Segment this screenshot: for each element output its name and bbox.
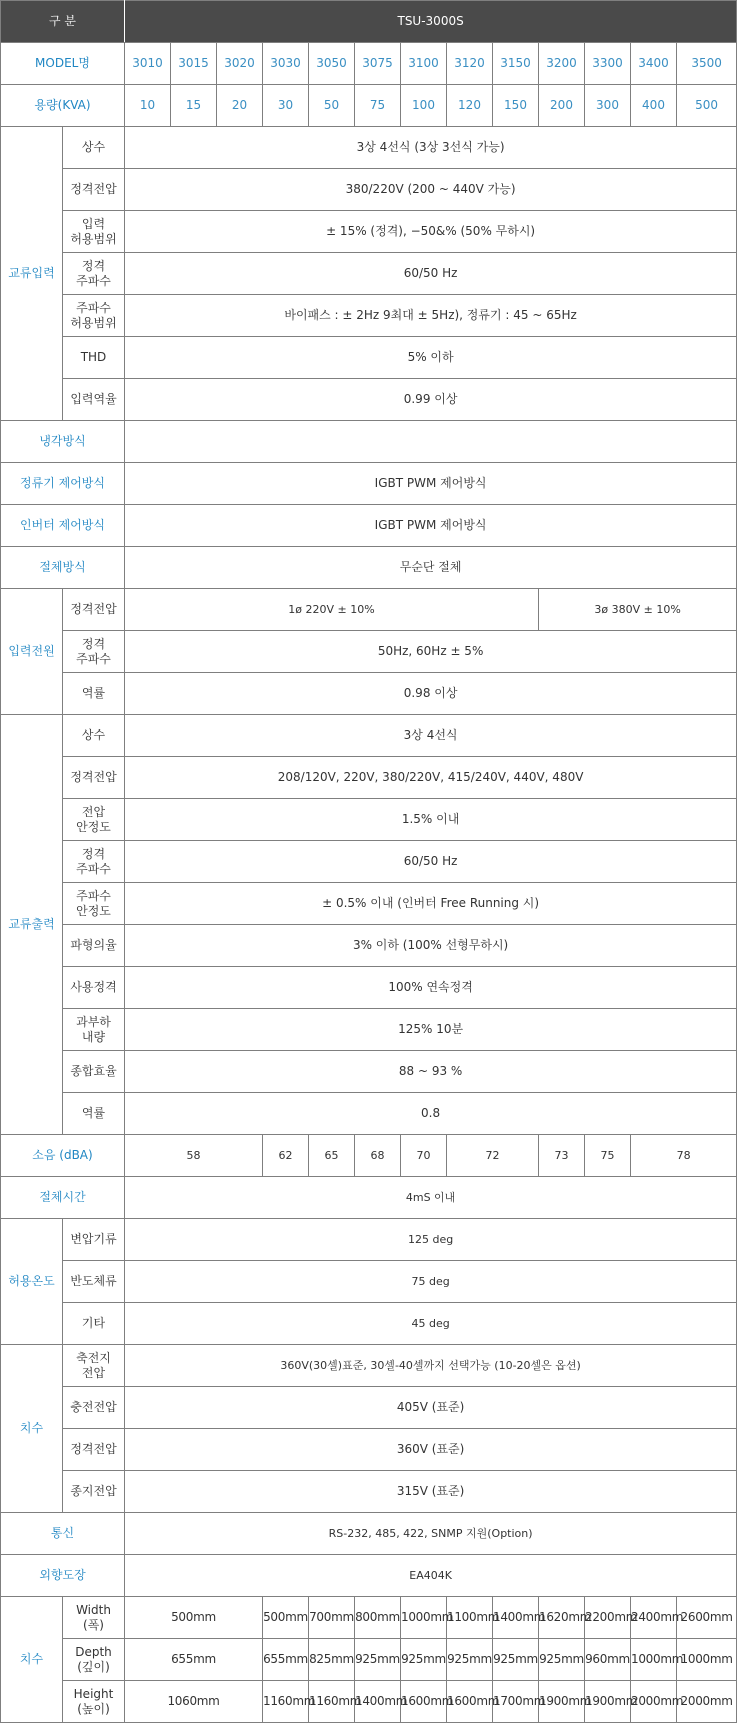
height-cell: 1900mm	[585, 1681, 631, 1723]
inverter-label: 인버터 제어방식	[1, 505, 125, 547]
paint-row	[1, 1555, 737, 1597]
paint-value: EA404K	[125, 1555, 737, 1597]
capacity-cell: 100	[401, 85, 447, 127]
input-power-pf-label: 역률	[63, 673, 125, 715]
width-cell: 1000mm	[401, 1597, 447, 1639]
battery-value: 360V (표준)	[125, 1429, 737, 1471]
model-cell: 3120	[447, 43, 493, 85]
depth-cell: 1000mm	[631, 1639, 677, 1681]
height-cell: 1060mm	[125, 1681, 263, 1723]
capacity-cell: 30	[263, 85, 309, 127]
rectifier-value: IGBT PWM 제어방식	[125, 463, 737, 505]
switch-time-label: 절체시간	[1, 1177, 125, 1219]
header-label: 구 분	[1, 1, 125, 43]
input-power-freq-label: 정격 주파수	[63, 631, 125, 673]
switch-time-row	[1, 1177, 737, 1219]
capacity-cell: 500	[677, 85, 737, 127]
noise-row	[1, 1135, 737, 1177]
header-row	[1, 1, 737, 43]
height-label: Height (높이)	[63, 1681, 125, 1723]
model-cell: 3400	[631, 43, 677, 85]
depth-cell: 925mm	[539, 1639, 585, 1681]
ac-output-value: 125% 10분	[125, 1009, 737, 1051]
ac-output-row	[1, 799, 737, 841]
switching-row	[1, 547, 737, 589]
battery-sub-label: 충전전압	[63, 1387, 125, 1429]
ac-output-row	[1, 757, 737, 799]
battery-value: 360V(30셀)표준, 30셀-40셀까지 선택가능 (10-20셀은 옵션)	[125, 1345, 737, 1387]
temperature-value: 75 deg	[125, 1261, 737, 1303]
height-cell: 1160mm	[309, 1681, 355, 1723]
ac-output-row	[1, 1051, 737, 1093]
model-cell: 3200	[539, 43, 585, 85]
noise-cell: 62	[263, 1135, 309, 1177]
temperature-sub-label: 변압기류	[63, 1219, 125, 1261]
battery-row	[1, 1429, 737, 1471]
battery-row	[1, 1387, 737, 1429]
battery-sub-label: 종지전압	[63, 1471, 125, 1513]
model-cell: 3075	[355, 43, 401, 85]
height-cell: 1160mm	[263, 1681, 309, 1723]
ac-output-value: 208/120V, 220V, 380/220V, 415/240V, 440V, 480V	[125, 757, 737, 799]
ac-output-row	[1, 925, 737, 967]
noise-cell: 68	[355, 1135, 401, 1177]
width-cell: 2200mm	[585, 1597, 631, 1639]
model-cell: 3300	[585, 43, 631, 85]
ac-input-label: 교류입력	[1, 127, 63, 421]
ac-output-label: 교류출력	[1, 715, 63, 1135]
model-cell: 3030	[263, 43, 309, 85]
depth-cell: 1000mm	[677, 1639, 737, 1681]
ac-output-sub-label: 정격전압	[63, 757, 125, 799]
dimension-label: 치수	[1, 1597, 63, 1723]
ac-output-value: 3상 4선식	[125, 715, 737, 757]
height-cell: 2000mm	[631, 1681, 677, 1723]
capacity-cell: 15	[171, 85, 217, 127]
input-power-3ph: 3ø 380V ± 10%	[539, 589, 737, 631]
input-power-row	[1, 589, 737, 631]
dimension-row	[1, 1681, 737, 1723]
model-cell: 3100	[401, 43, 447, 85]
capacity-cell: 200	[539, 85, 585, 127]
switching-value: 무순단 절체	[125, 547, 737, 589]
model-cell: 3010	[125, 43, 171, 85]
width-cell: 500mm	[125, 1597, 263, 1639]
rectifier-row	[1, 463, 737, 505]
temperature-label: 허용온도	[1, 1219, 63, 1345]
width-cell: 2400mm	[631, 1597, 677, 1639]
capacity-label: 용량(KVA)	[1, 85, 125, 127]
width-cell: 500mm	[263, 1597, 309, 1639]
capacity-cell: 120	[447, 85, 493, 127]
ac-output-sub-label: 상수	[63, 715, 125, 757]
battery-sub-label: 축전지 전압	[63, 1345, 125, 1387]
ac-output-sub-label: 정격 주파수	[63, 841, 125, 883]
height-cell: 2000mm	[677, 1681, 737, 1723]
depth-cell: 925mm	[355, 1639, 401, 1681]
temperature-sub-label: 반도체류	[63, 1261, 125, 1303]
noise-cell: 70	[401, 1135, 447, 1177]
ac-output-value: 0.8	[125, 1093, 737, 1135]
width-cell: 1620mm	[539, 1597, 585, 1639]
width-cell: 1400mm	[493, 1597, 539, 1639]
ac-output-row	[1, 883, 737, 925]
model-cell: 3050	[309, 43, 355, 85]
noise-cell: 75	[585, 1135, 631, 1177]
cooling-row	[1, 421, 737, 463]
battery-value: 315V (표준)	[125, 1471, 737, 1513]
ac-output-sub-label: 종합효율	[63, 1051, 125, 1093]
ac-input-sub-label: 정격전압	[63, 169, 125, 211]
noise-cell: 73	[539, 1135, 585, 1177]
height-cell: 1900mm	[539, 1681, 585, 1723]
rectifier-label: 정류기 제어방식	[1, 463, 125, 505]
battery-value: 405V (표준)	[125, 1387, 737, 1429]
battery-row	[1, 1471, 737, 1513]
capacity-cell: 300	[585, 85, 631, 127]
noise-cell: 78	[631, 1135, 737, 1177]
ac-input-value: 5% 이하	[125, 337, 737, 379]
temperature-row	[1, 1219, 737, 1261]
ac-output-sub-label: 역률	[63, 1093, 125, 1135]
cooling-label: 냉각방식	[1, 421, 125, 463]
inverter-value: IGBT PWM 제어방식	[125, 505, 737, 547]
width-cell: 800mm	[355, 1597, 401, 1639]
ac-output-value: 3% 이하 (100% 선형무하시)	[125, 925, 737, 967]
input-power-1ph: 1ø 220V ± 10%	[125, 589, 539, 631]
ac-input-row	[1, 211, 737, 253]
comm-row	[1, 1513, 737, 1555]
input-power-row	[1, 631, 737, 673]
height-cell: 1700mm	[493, 1681, 539, 1723]
depth-cell: 925mm	[493, 1639, 539, 1681]
noise-cell: 72	[447, 1135, 539, 1177]
model-cell: 3015	[171, 43, 217, 85]
ac-output-sub-label: 과부하 내량	[63, 1009, 125, 1051]
temperature-row	[1, 1303, 737, 1345]
depth-cell: 655mm	[263, 1639, 309, 1681]
ac-input-row	[1, 295, 737, 337]
depth-cell: 925mm	[401, 1639, 447, 1681]
model-label: MODEL명	[1, 43, 125, 85]
ac-input-row	[1, 379, 737, 421]
ac-input-sub-label: 입력역율	[63, 379, 125, 421]
depth-cell: 655mm	[125, 1639, 263, 1681]
ac-output-value: 88 ~ 93 %	[125, 1051, 737, 1093]
ac-output-row	[1, 1009, 737, 1051]
input-power-freq-value: 50Hz, 60Hz ± 5%	[125, 631, 737, 673]
depth-cell: 825mm	[309, 1639, 355, 1681]
battery-row	[1, 1345, 737, 1387]
paint-label: 외향도장	[1, 1555, 125, 1597]
depth-label: Depth (깊이)	[63, 1639, 125, 1681]
ac-output-value: 1.5% 이내	[125, 799, 737, 841]
ac-output-row	[1, 1093, 737, 1135]
input-power-pf-value: 0.98 이상	[125, 673, 737, 715]
noise-label: 소음 (dBA)	[1, 1135, 125, 1177]
capacity-cell: 10	[125, 85, 171, 127]
capacity-cell: 150	[493, 85, 539, 127]
cooling-value	[125, 421, 737, 463]
depth-cell: 925mm	[447, 1639, 493, 1681]
width-cell: 700mm	[309, 1597, 355, 1639]
ac-input-value: 60/50 Hz	[125, 253, 737, 295]
dimension-row	[1, 1597, 737, 1639]
ac-output-sub-label: 파형의율	[63, 925, 125, 967]
ac-input-row	[1, 253, 737, 295]
model-row	[1, 43, 737, 85]
temperature-sub-label: 기타	[63, 1303, 125, 1345]
capacity-cell: 400	[631, 85, 677, 127]
temperature-value: 125 deg	[125, 1219, 737, 1261]
ac-input-sub-label: 주파수 허용범위	[63, 295, 125, 337]
capacity-row	[1, 85, 737, 127]
ac-input-row	[1, 127, 737, 169]
width-cell: 1100mm	[447, 1597, 493, 1639]
battery-sub-label: 정격전압	[63, 1429, 125, 1471]
ac-input-value: 3상 4선식 (3상 3선식 가능)	[125, 127, 737, 169]
noise-cell: 65	[309, 1135, 355, 1177]
height-cell: 1400mm	[355, 1681, 401, 1723]
ac-input-value: 380/220V (200 ~ 440V 가능)	[125, 169, 737, 211]
input-power-label: 입력전원	[1, 589, 63, 715]
ac-input-row	[1, 337, 737, 379]
temperature-value: 45 deg	[125, 1303, 737, 1345]
switch-time-value: 4mS 이내	[125, 1177, 737, 1219]
capacity-cell: 75	[355, 85, 401, 127]
temperature-row	[1, 1261, 737, 1303]
header-series: TSU-3000S	[125, 1, 737, 43]
capacity-cell: 20	[217, 85, 263, 127]
ac-output-sub-label: 사용정격	[63, 967, 125, 1009]
width-cell: 2600mm	[677, 1597, 737, 1639]
height-cell: 1600mm	[447, 1681, 493, 1723]
capacity-cell: 50	[309, 85, 355, 127]
width-label: Width (폭)	[63, 1597, 125, 1639]
ac-output-sub-label: 주파수 안정도	[63, 883, 125, 925]
switching-label: 절체방식	[1, 547, 125, 589]
depth-cell: 960mm	[585, 1639, 631, 1681]
ac-input-value: 0.99 이상	[125, 379, 737, 421]
ac-output-row	[1, 967, 737, 1009]
noise-cell: 58	[125, 1135, 263, 1177]
ac-output-sub-label: 전압 안정도	[63, 799, 125, 841]
comm-label: 통신	[1, 1513, 125, 1555]
height-cell: 1600mm	[401, 1681, 447, 1723]
comm-value: RS-232, 485, 422, SNMP 지원(Option)	[125, 1513, 737, 1555]
ac-input-value: ± 15% (정격), −50&% (50% 무하시)	[125, 211, 737, 253]
ac-output-value: 60/50 Hz	[125, 841, 737, 883]
ac-input-sub-label: 정격 주파수	[63, 253, 125, 295]
ac-input-sub-label: THD	[63, 337, 125, 379]
input-power-row	[1, 673, 737, 715]
model-cell: 3150	[493, 43, 539, 85]
ac-input-value: 바이패스 : ± 2Hz 9최대 ± 5Hz), 정류기 : 45 ~ 65Hz	[125, 295, 737, 337]
ac-output-value: 100% 연속정격	[125, 967, 737, 1009]
input-power-voltage-label: 정격전압	[63, 589, 125, 631]
ac-output-row	[1, 715, 737, 757]
ac-input-row	[1, 169, 737, 211]
ac-output-value: ± 0.5% 이내 (인버터 Free Running 시)	[125, 883, 737, 925]
ac-input-sub-label: 입력 허용범위	[63, 211, 125, 253]
dimension-row	[1, 1639, 737, 1681]
inverter-row	[1, 505, 737, 547]
ac-output-row	[1, 841, 737, 883]
battery-label: 치수	[1, 1345, 63, 1513]
model-cell: 3020	[217, 43, 263, 85]
model-cell: 3500	[677, 43, 737, 85]
ac-input-sub-label: 상수	[63, 127, 125, 169]
